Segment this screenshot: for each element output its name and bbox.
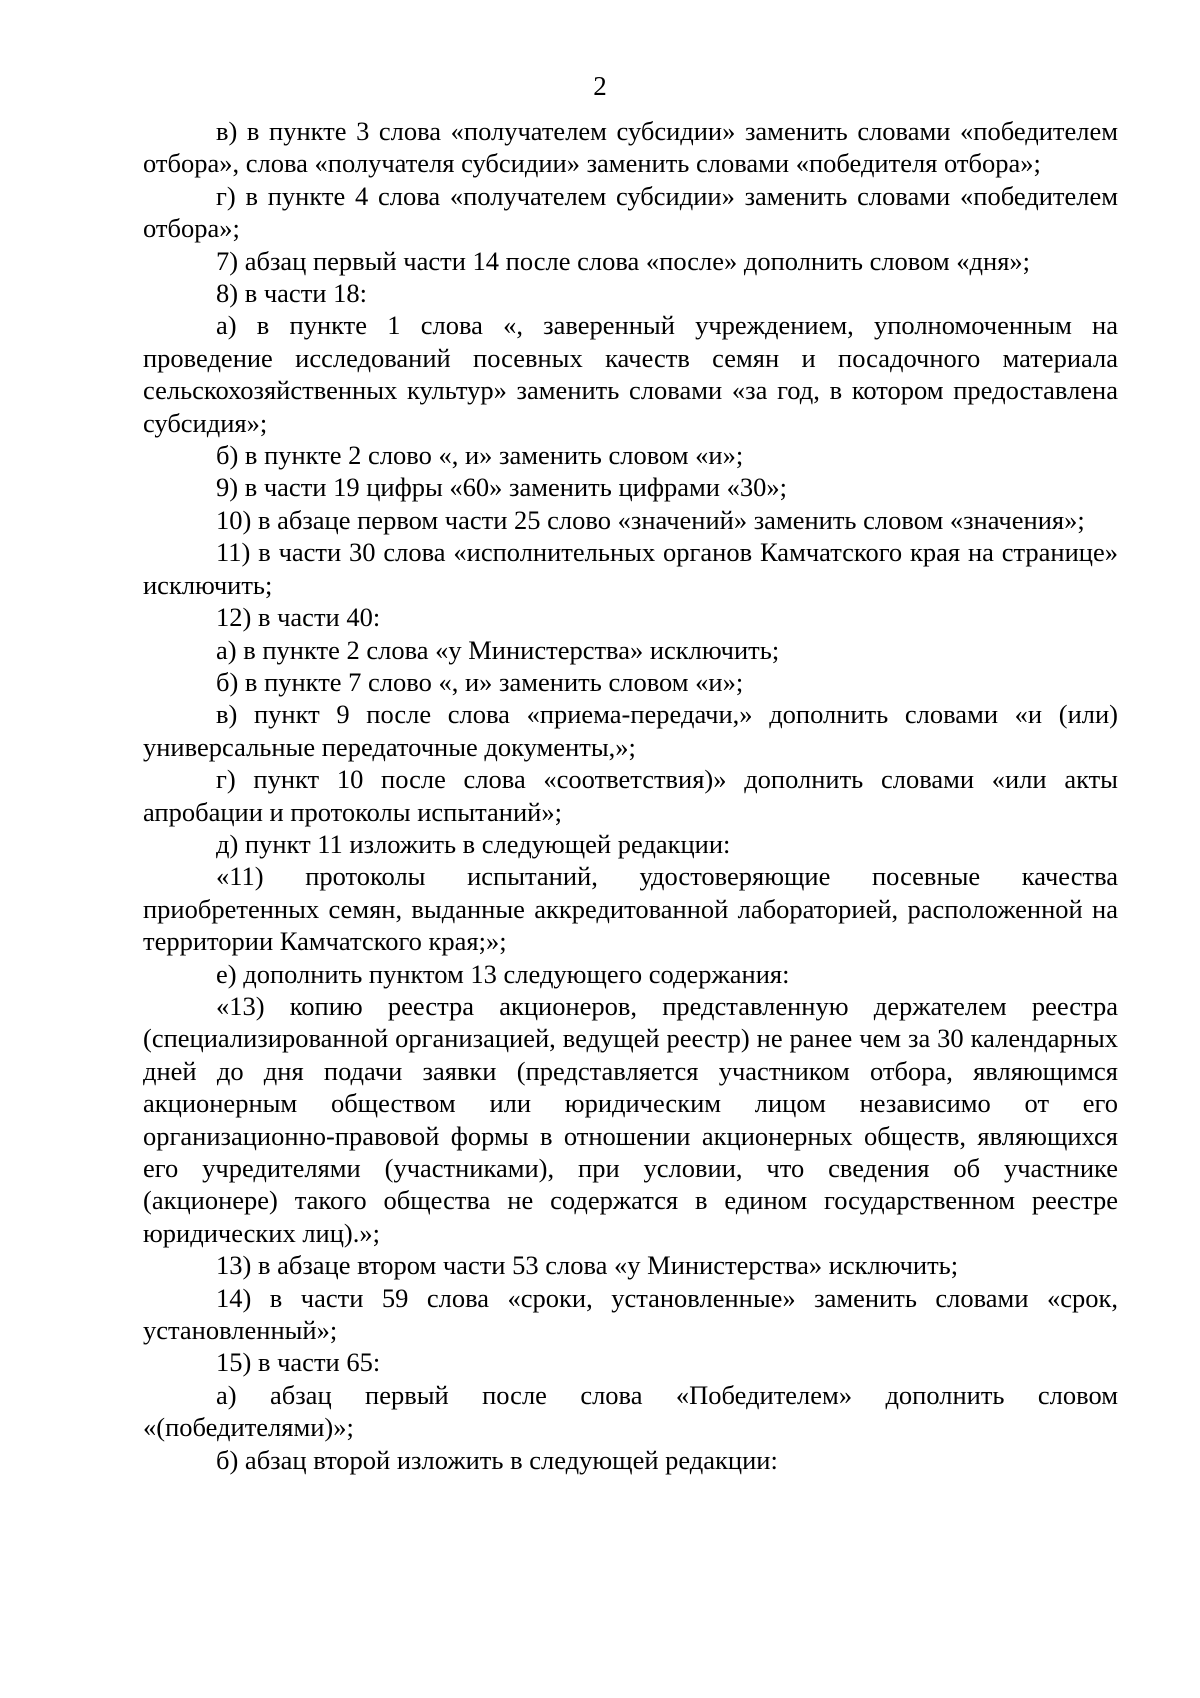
paragraph-4: 8) в части 18:: [216, 278, 367, 309]
paragraph-17: е) дополнить пунктом 13 следующего содержания:: [216, 958, 790, 989]
paragraph-23: б) абзац второй изложить в следующей редакции:: [216, 1444, 778, 1475]
paragraph-13: в) пункт 9 после слова «приема-передачи,» дополнить словами «и (или) универсальные передаточные документы,»;: [143, 699, 1118, 762]
paragraph-16: «11) протоколы испытаний, удостоверяющие посевные качества приобретенных семян, выданные аккредитованной лабораторией, расположенной на территории Камчатского края;»;: [143, 861, 1118, 957]
paragraph-11: а) в пункте 2 слова «у Министерства» исключить;: [216, 634, 780, 665]
paragraph-8: 10) в абзаце первом части 25 слово «значений» заменить словом «значения»;: [216, 504, 1085, 535]
paragraph-1: в) в пункте 3 слова «получателем субсидии» заменить словами «победителем отбора», слова «получателя субсидии» заменить словами «победителя отбора»;: [143, 116, 1118, 179]
paragraph-19: 13) в абзаце втором части 53 слова «у Министерства» исключить;: [216, 1250, 959, 1281]
paragraph-12: б) в пункте 7 слово «, и» заменить словом «и»;: [216, 666, 744, 697]
paragraph-6: б) в пункте 2 слово «, и» заменить словом «и»;: [216, 440, 744, 471]
paragraph-10: 12) в части 40:: [216, 602, 381, 633]
paragraph-7: 9) в части 19 цифры «60» заменить цифрами «30»;: [216, 472, 787, 503]
page-number: 2: [593, 71, 607, 101]
paragraph-9: 11) в части 30 слова «исполнительных органов Камчатского края на странице» исключить;: [143, 537, 1118, 600]
document-body: [143, 115, 1118, 1476]
paragraph-18: «13) копию реестра акционеров, представленную держателем реестра (специализированной организацией, ведущей реестр) не ранее чем за 30 календарных дней до дня подачи заявки (представляется участником отбора, являющимся акционерным обществом или юридическим лицом независимо от его организационно-правовой формы в отношении акционерных обществ, являющихся его учредителями (участниками), при условии, что сведения об участнике (акционере) такого общества не содержатся в едином государственном реестре юридических лиц).»;: [143, 990, 1118, 1248]
paragraph-22: а) абзац первый после слова «Победителем» дополнить словом «(победителями)»;: [143, 1379, 1118, 1443]
paragraph-2: г) в пункте 4 слова «получателем субсидии» заменить словами «победителем отбора»;: [143, 180, 1118, 244]
paragraph-5: а) в пункте 1 слова «, заверенный учреждением, уполномоченным на проведение исследований посевных качеств семян и посадочного материала сельскохозяйственных культур» заменить словами «за год, в котором предоставлена субсидия»;: [143, 310, 1118, 438]
paragraph-15: д) пункт 11 изложить в следующей редакции:: [216, 828, 731, 859]
paragraph-20: 14) в части 59 слова «сроки, установленные» заменить словами «срок, установленный»;: [143, 1282, 1118, 1346]
paragraph-3: 7) абзац первый части 14 после слова «после» дополнить словом «дня»;: [216, 245, 1030, 276]
paragraph-14: г) пункт 10 после слова «соответствия)» дополнить словами «или акты апробации и протоколы испытаний»;: [143, 764, 1118, 827]
paragraph-21: 15) в части 65:: [216, 1347, 381, 1378]
